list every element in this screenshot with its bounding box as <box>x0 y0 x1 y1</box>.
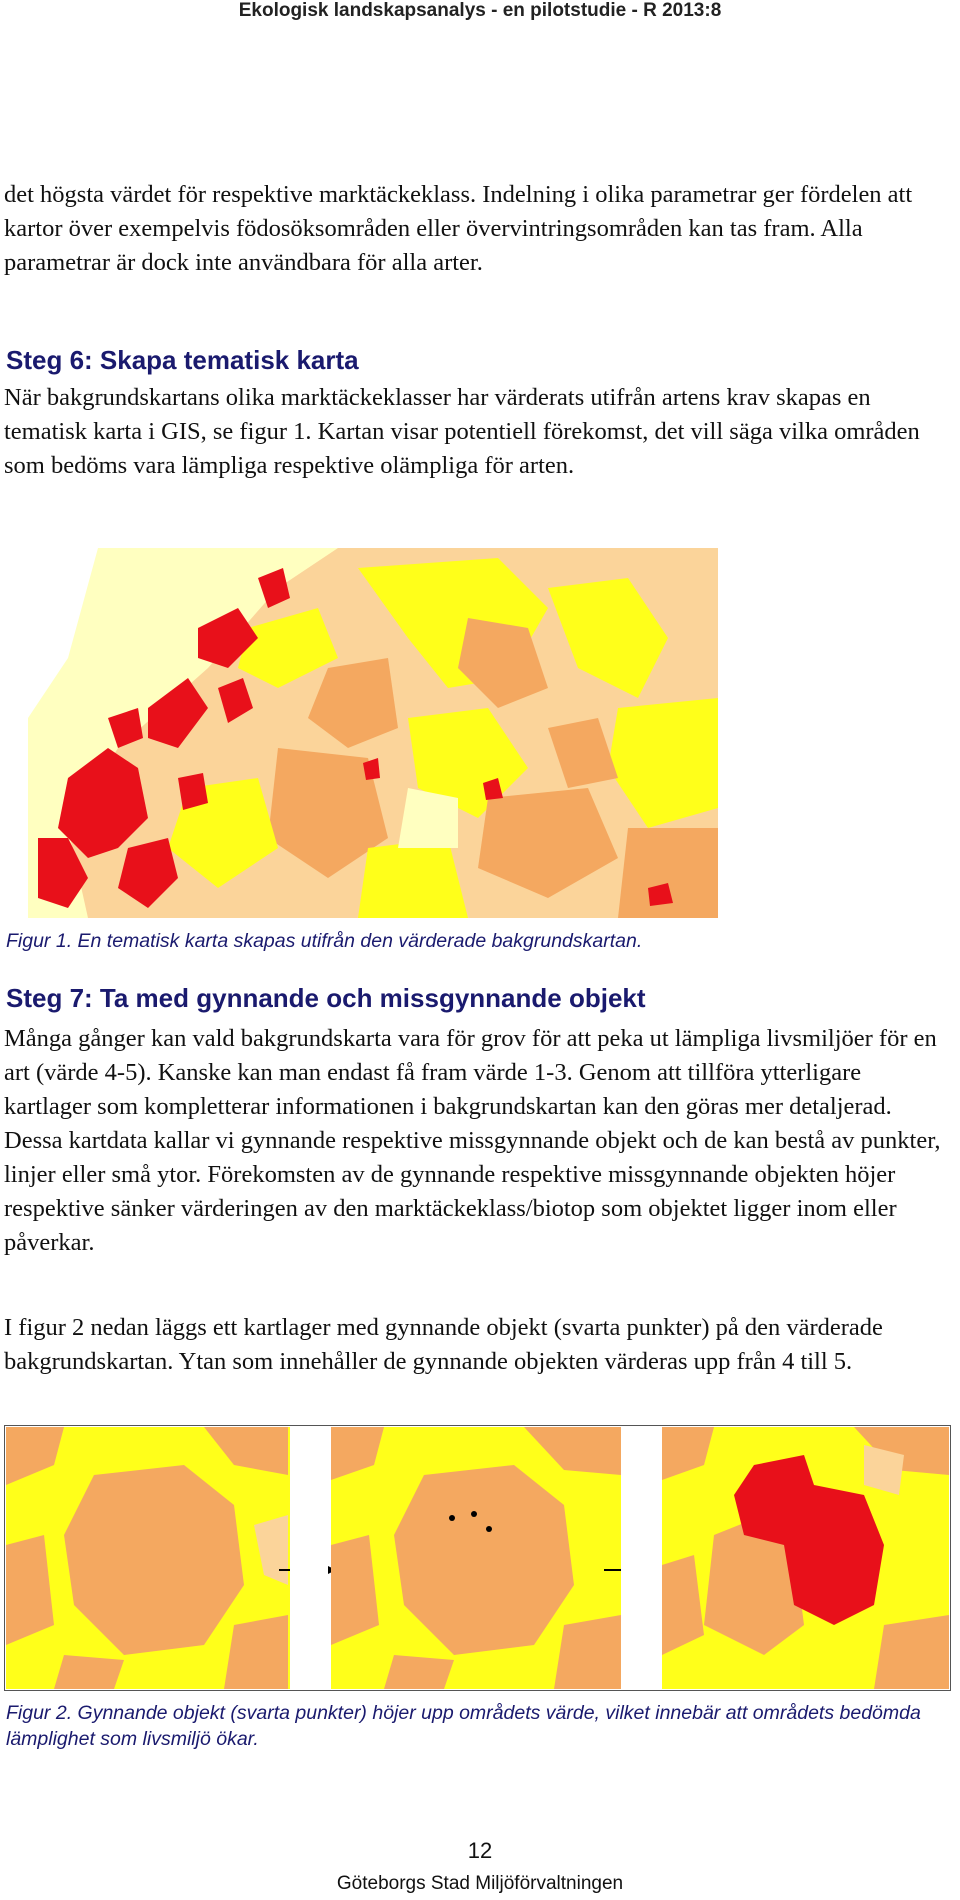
heading-step-6: Steg 6: Skapa tematisk karta <box>6 345 359 375</box>
paragraph-intro: det högsta värdet för respektive marktäckeklass. Indelning i olika parametrar ger fördelen att kartor över exempelvis födosöksområden eller övervintringsområden kan tas fram. Alla parametrar är dock inte användbara för alla arter. <box>4 181 913 276</box>
map-panel-with-objects <box>331 1427 621 1689</box>
favourable-objects-figure <box>4 1425 951 1691</box>
running-header: Ekologisk landskapsanalys - en pilotstudie - R 2013:8 <box>238 0 722 21</box>
thematic-map-figure <box>28 548 718 918</box>
paragraph-figure-2-intro: I figur 2 nedan läggs ett kartlager med gynnande objekt (svarta punkter) på den värderade bakgrundskartan. Ytan som innehåller de gynnande objekten värderas upp från 4 till 5. <box>4 1314 883 1375</box>
footer-organization: Göteborgs Stad Miljöförvaltningen <box>336 1873 624 1894</box>
favourable-object-point <box>449 1515 455 1521</box>
figure-2-caption: Figur 2. Gynnande objekt (svarta punkter) höjer upp områdets värde, vilket innebär att områdets bedömda lämplighet som livsmiljö ökar. <box>6 1702 921 1750</box>
favourable-object-point <box>486 1526 492 1532</box>
map-panel-after <box>662 1427 949 1689</box>
paragraph-step-6: När bakgrundskartans olika marktäckeklasser har värderats utifrån artens krav skapas en tematisk karta i GIS, se figur 1. Kartan visar potentiell förekomst, det vill säga vilka områden som bedöms vara lämpliga respektive olämpliga för arten. <box>4 384 920 479</box>
page-number: 12 <box>467 1838 493 1863</box>
map-panel-before <box>6 1427 290 1689</box>
heading-step-7: Steg 7: Ta med gynnande och missgynnande objekt <box>6 983 646 1013</box>
paragraph-step-7: Många gånger kan vald bakgrundskarta vara för grov för att peka ut lämpliga livsmiljöer för en art (värde 4-5). Kanske kan man endast få fram värde 1-3. Genom att tillföra ytterligare kartlager som kompletterar informationen i bakgrundskartan kan den göras mer detaljerad. Dessa kartdata kallar vi gynnande respektive missgynnande objekt och de kan bestå av punkter, linjer eller små ytor. Förekomsten av de gynnande respektive missgynnande objekten höjer respektive sänker värderingen av den marktäckeklass/biotop som objektet ligger inom eller påverkar. <box>4 1025 941 1256</box>
figure-1-caption: Figur 1. En tematisk karta skapas utifrån den värderade bakgrundskartan. <box>6 930 643 952</box>
favourable-object-point <box>471 1511 477 1517</box>
